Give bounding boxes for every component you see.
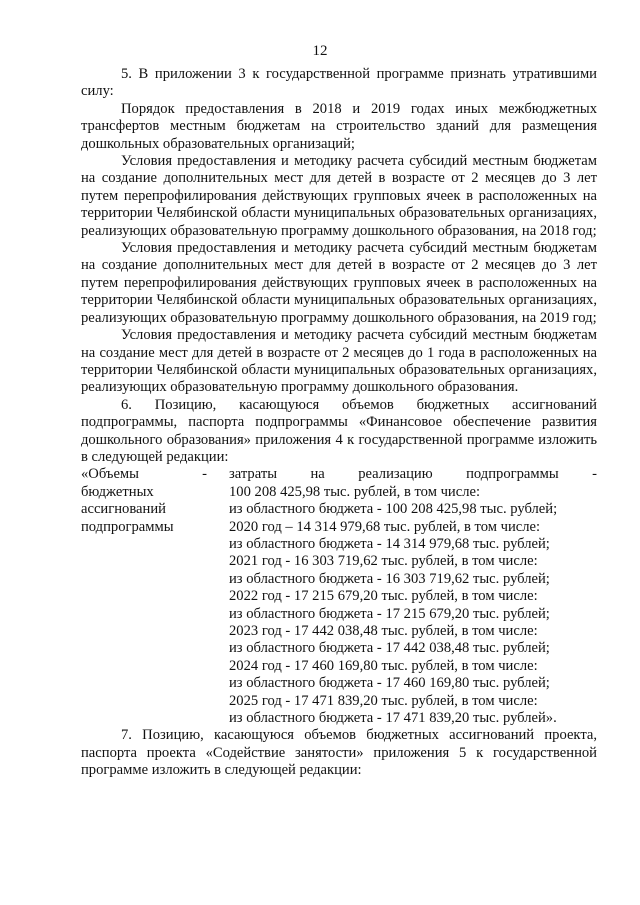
item-5-paragraph-4: Условия предоставления и методику расчета субсидий местным бюджетам на создание мест для детей в возрасте от 2 месяцев до 1 года в расположенных на территории Челябинской области муниципальных образовательных организациях, реализующих образовательную программу дошкольного образования. (81, 327, 597, 396)
table-right-line: 2023 год - 17 442 038,48 тыс. рублей, в том числе: (229, 623, 538, 639)
item-5-paragraph-1: Порядок предоставления в 2018 и 2019 годах иных межбюджетных трансфертов местным бюджетам на строительство зданий для размещения дошкольных образовательных организаций; (81, 100, 597, 152)
table-right-line: из областного бюджета - 14 314 979,68 тыс. рублей; (229, 535, 550, 552)
page-number: 12 (312, 43, 328, 59)
item-7-paragraph: 7. Позицию, касающуюся объемов бюджетных ассигнований проекта, паспорта проекта «Содействие занятости» приложения 5 к государственной программе изложить в следующей редакции: (81, 727, 597, 779)
table-right-line: 2020 год – 14 314 979,68 тыс. рублей, в том числе: (229, 518, 541, 535)
table-right-line: 2022 год - 17 215 679,20 тыс. рублей, в том числе: (229, 588, 538, 605)
table-left-line-1: «Объемы (81, 466, 139, 483)
table-right-line: из областного бюджета - 100 208 425,98 тыс. рублей; (229, 501, 558, 518)
table-right-line: из областного бюджета - 16 303 719,62 тыс. рублей; (229, 570, 550, 587)
table-left-dash: - (202, 466, 207, 483)
item-6-paragraph: 6. Позицию, касающуюся объемов бюджетных ассигнований подпрограммы, паспорта подпрограммы «Финансовое обеспечение развития дошкольного образования» приложения 4 к государственной программе изложить в следующей редакции: (81, 396, 597, 465)
table-right-line: 2024 год - 17 460 169,80 тыс. рублей, в том числе: (229, 657, 538, 674)
table-left-line-4: подпрограммы (81, 518, 174, 535)
table-right-line: из областного бюджета - 17 215 679,20 тыс. рублей; (229, 605, 550, 622)
budget-allocation-table (81, 466, 597, 727)
table-right-line: 2021 год - 16 303 719,62 тыс. рублей, в том числе: (229, 553, 538, 570)
table-right-column (229, 466, 597, 727)
table-right-line: 2025 год - 17 471 839,20 тыс. рублей, в том числе: (229, 692, 538, 709)
table-left-line-2: бюджетных (81, 483, 154, 500)
item-5-paragraph-2: Условия предоставления и методику расчета субсидий местным бюджетам на создание дополнительных мест для детей в возрасте от 2 месяцев до 3 лет путем перепрофилирования действующих групповых ячеек в расположенных на территории Челябинской области муниципальных образовательных организациях, реализующих образовательную программу дошкольного образования, на 2018 год; (81, 153, 597, 239)
table-right-first-line: затраты на реализацию подпрограммы - (229, 466, 597, 483)
item-5-intro: 5. В приложении 3 к государственной программе признать утратившими силу: (81, 66, 597, 100)
table-left-column (81, 466, 229, 727)
table-right-line: из областного бюджета - 17 460 169,80 тыс. рублей; (229, 675, 550, 692)
table-right-line: из областного бюджета - 17 471 839,20 тыс. рублей». (229, 710, 557, 727)
table-right-line: 100 208 425,98 тыс. рублей, в том числе: (229, 483, 481, 500)
table-left-line-3: ассигнований (81, 501, 166, 518)
item-5-section (81, 66, 597, 780)
item-5-paragraph-3: Условия предоставления и методику расчета субсидий местным бюджетам на создание дополнительных мест для детей в возрасте от 2 месяцев до 3 лет путем перепрофилирования действующих групповых ячеек в расположенных на территории Челябинской области муниципальных образовательных организациях, реализующих образовательную программу дошкольного образования, на 2019 год; (81, 240, 597, 326)
table-left-title-row (81, 466, 229, 483)
table-right-line: из областного бюджета - 17 442 038,48 тыс. рублей; (229, 640, 550, 657)
